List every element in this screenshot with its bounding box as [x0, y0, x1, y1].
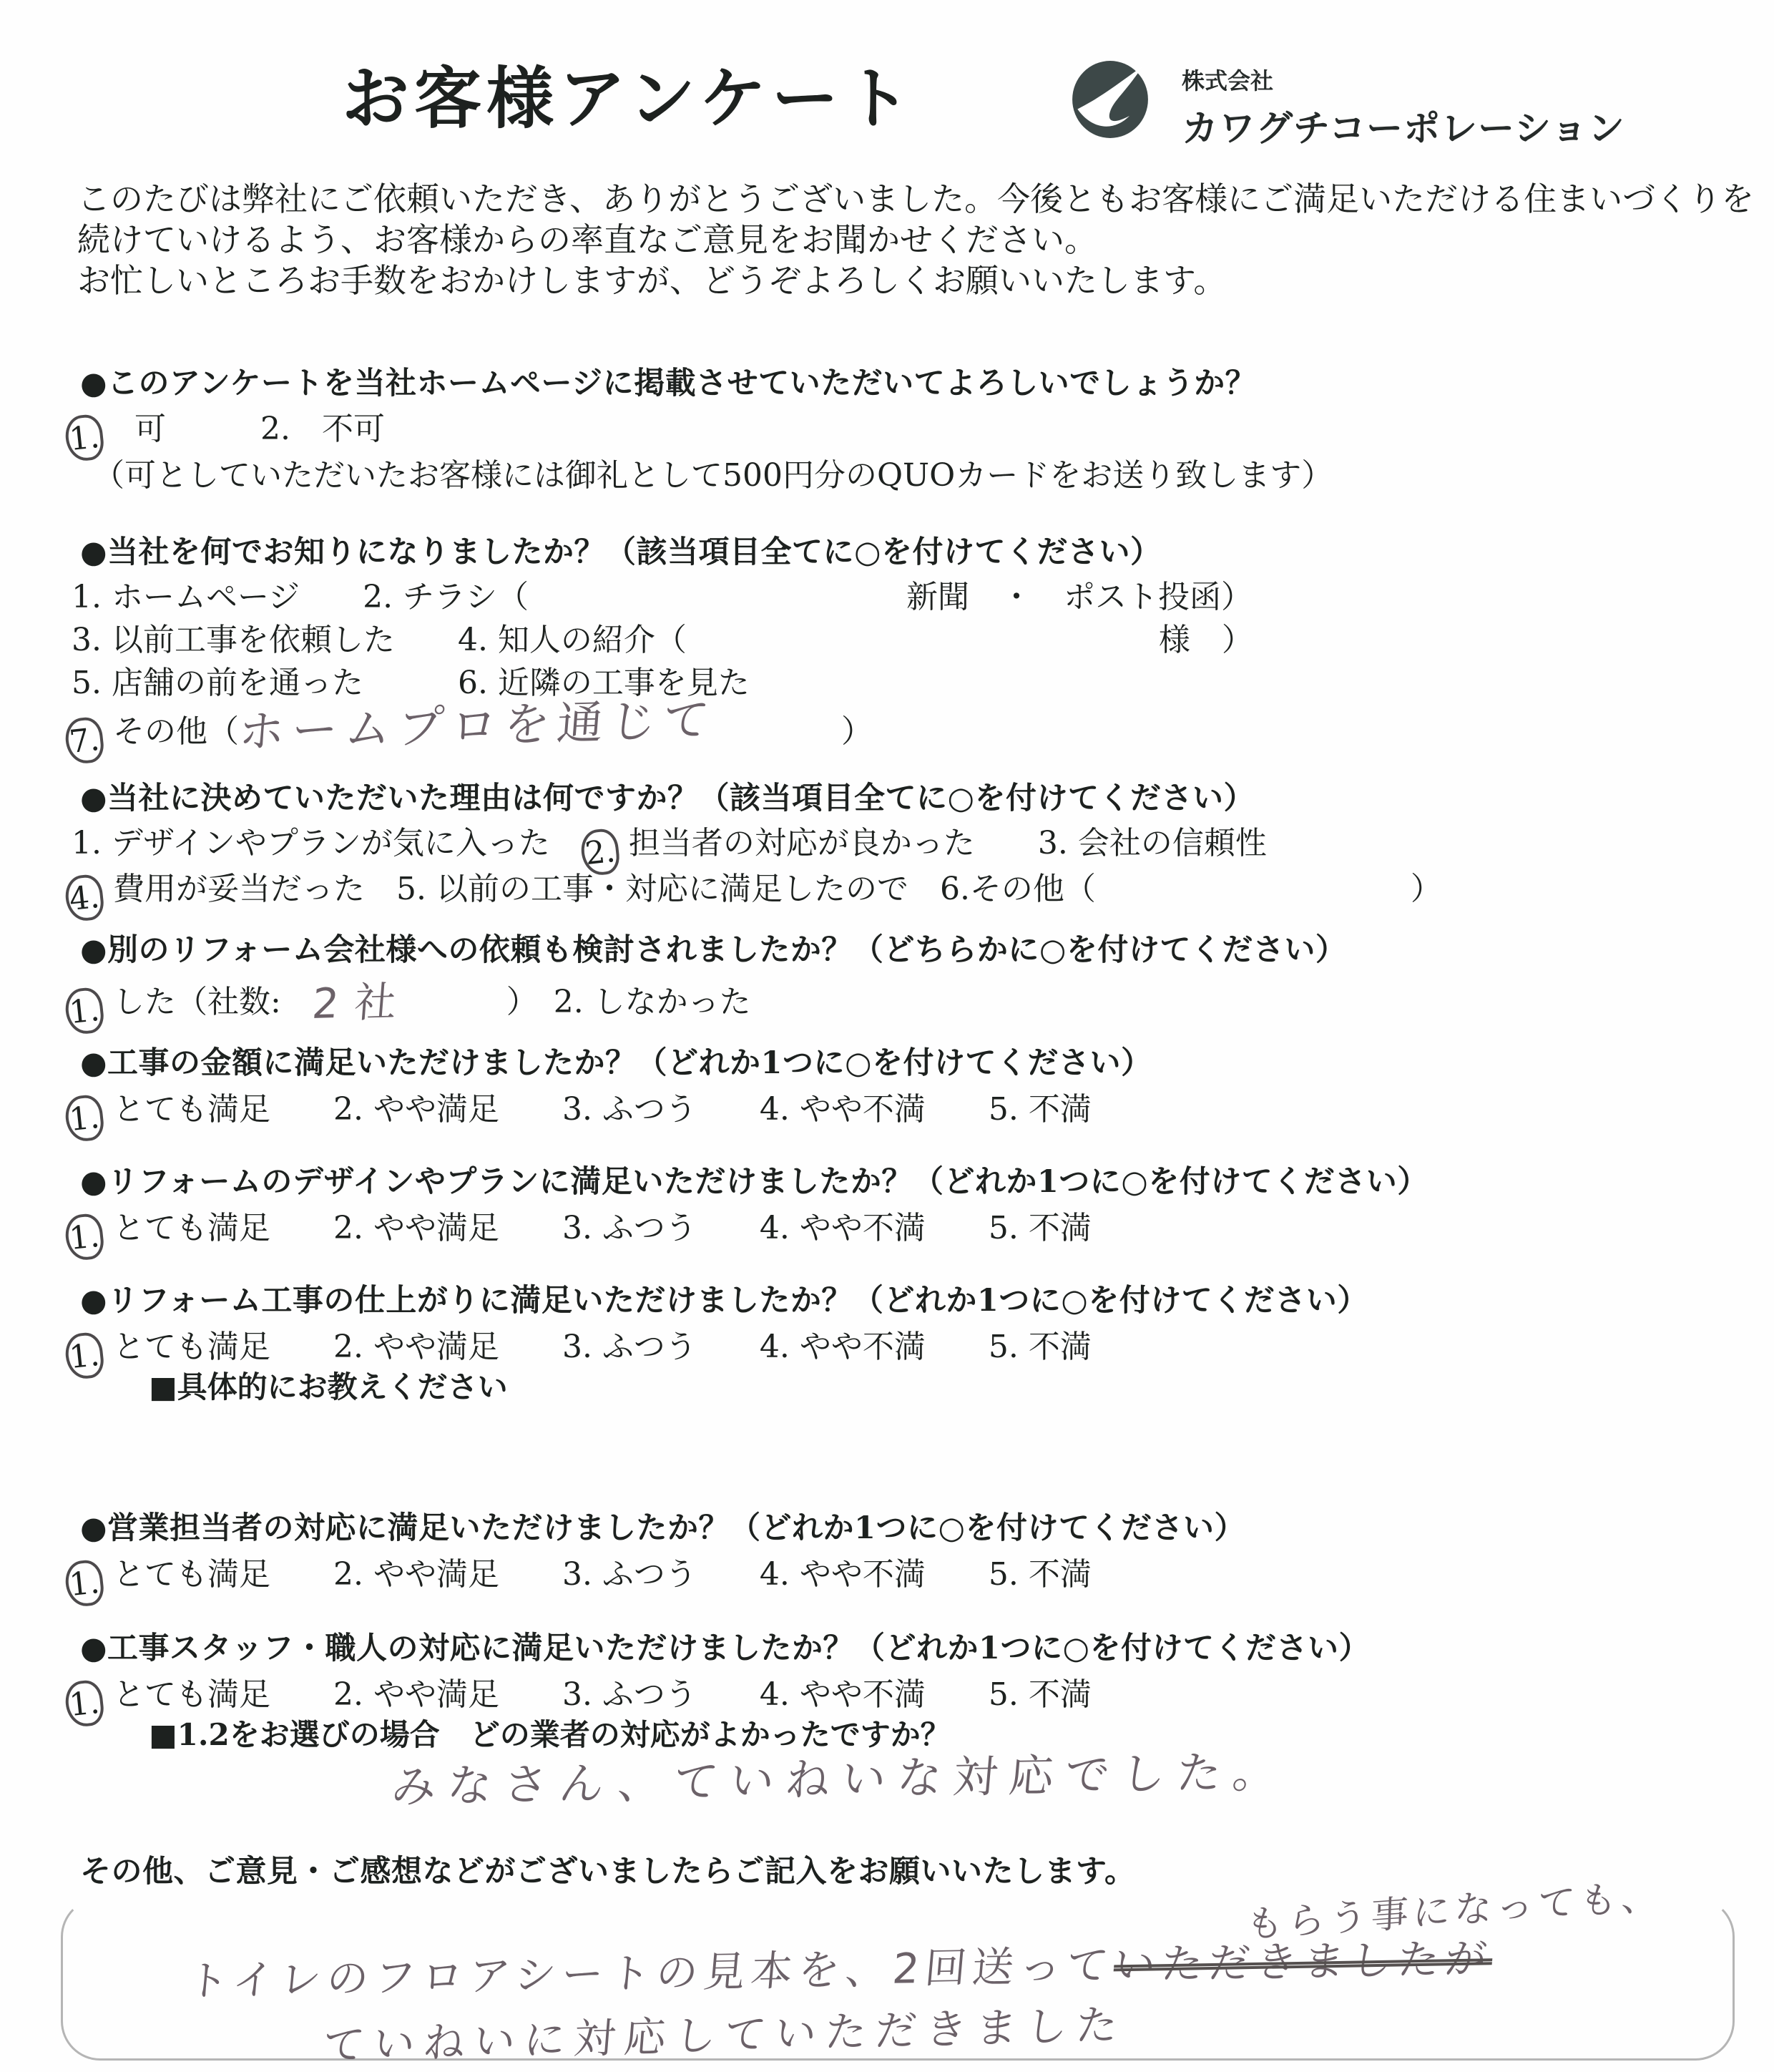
handwritten-struck-text: いただきましたが: [1112, 1934, 1495, 1990]
q-source-line4: [66, 695, 873, 763]
option-text: 1. デザインやプランが気に入った: [72, 825, 582, 861]
option-text: とても満足 2. やや満足 3. ふつう 4. やや不満 5. 不満: [103, 1329, 1092, 1365]
option-text: 可 2. 不可: [103, 411, 385, 447]
handwritten-insertion: もらう事になっても、: [1245, 1875, 1664, 1947]
q-reason-header: ●当社に決めていただいた理由は何ですか？（該当項目全てに○を付けてください）: [80, 781, 1255, 816]
option-text: 費用が妥当だった 5. 以前の工事・対応に満足したので 6.その他（ ）: [103, 871, 1442, 907]
q-design-options: [66, 1202, 1092, 1260]
option-number: 1.: [67, 1216, 102, 1257]
option-number: 7.: [67, 720, 102, 761]
option-number: 2.: [583, 831, 617, 872]
handwritten-circle-answer: [64, 1212, 105, 1261]
option-text: ） 2. しなかった: [411, 984, 751, 1020]
q-reason-line2: [66, 863, 1442, 921]
option-number: 1.: [67, 990, 102, 1031]
handwritten-source-other: ホームプロを通じて: [236, 693, 719, 759]
intro-line-3: お忙しいところお手数をおかけしますが、どうぞよろしくお願いいたします。: [77, 261, 1227, 300]
q-source-line2: 3. 以前工事を依頼した 4. 知人の紹介（ 様 ）: [72, 622, 1253, 658]
page-title: お客様アンケート: [342, 59, 916, 138]
company-prefix: 株式会社: [1182, 67, 1274, 94]
q-publish-note: （可としていただいたお客様には御礼として500円分のQUOカードをお送り致します）: [93, 457, 1333, 494]
company-logo: [1072, 60, 1149, 142]
handwritten-circle-answer: [64, 873, 105, 922]
swoosh-logo-icon: [1072, 60, 1149, 139]
q-compare-header: ●別のリフォーム会社様への依頼も検討されましたか？（どちらかに○を付けてください）: [80, 932, 1347, 968]
q-source-line3: 5. 店舗の前を通った 6. 近隣の工事を見た: [72, 665, 750, 701]
option-text: とても満足 2. やや満足 3. ふつう 4. やや不満 5. 不満: [103, 1091, 1092, 1128]
option-number: 1.: [67, 1683, 102, 1724]
option-text: 担当者の対応が良かった 3. 会社の信頼性: [618, 825, 1267, 861]
company-name: カワグチコーポレーション: [1182, 108, 1625, 150]
handwritten-circle-answer: [64, 1678, 105, 1728]
option-text: とても満足 2. やや満足 3. ふつう 4. やや不満 5. 不満: [103, 1210, 1092, 1246]
option-text: その他（: [103, 713, 239, 750]
q-price-options: [66, 1083, 1092, 1141]
handwritten-circle-answer: [64, 1331, 105, 1380]
company-name-block: [1182, 63, 1625, 152]
closing-request: その他、ご意見・ご感想などがございましたらご記入をお願いいたします。: [80, 1854, 1136, 1890]
handwritten-circle-answer: [64, 986, 105, 1035]
q-source-header: ●当社を何でお知りになりましたか？（該当項目全てに○を付けてください）: [80, 534, 1162, 570]
q-staff-subquestion: ■1.2をお選びの場合 どの業者の対応がよかったですか？: [149, 1717, 951, 1752]
handwritten-circle-answer: [64, 1093, 105, 1143]
q-staff-header: ●工事スタッフ・職人の対応に満足いただけましたか？（どれか1つに○を付けてください）: [80, 1631, 1370, 1666]
handwritten-circle-answer: [64, 715, 105, 765]
handwritten-circle-answer: [64, 1558, 105, 1608]
handwritten-company-count: 2社: [310, 977, 414, 1028]
option-number: 1.: [67, 1335, 102, 1376]
intro-line-2: 続けていけるよう、お客様からの率直なご意見をお聞かせください。: [77, 220, 1097, 259]
option-text: とても満足 2. やや満足 3. ふつう 4. やや不満 5. 不満: [103, 1556, 1092, 1593]
q-compare-line: [66, 970, 751, 1034]
option-text: した（社数:: [103, 984, 313, 1020]
handwritten-comment-line2: ていねいに対応していただきました: [320, 2000, 1129, 2070]
q-publish-header: ●このアンケートを当社ホームページに掲載させていただいてよろしいでしょうか？: [80, 366, 1257, 401]
q-price-header: ●工事の金額に満足いただけましたか？（どれか1つに○を付けてください）: [80, 1045, 1152, 1081]
q-sales-options: [66, 1548, 1092, 1606]
q-finish-subquestion: ■具体的にお教えください: [149, 1369, 508, 1404]
option-text: とても満足 2. やや満足 3. ふつう 4. やや不満 5. 不満: [103, 1676, 1092, 1713]
option-number: 1.: [67, 1098, 102, 1138]
q-design-header: ●リフォームのデザインやプランに満足いただけましたか？（どれか1つに○を付けてください）: [80, 1164, 1428, 1200]
option-text: ）: [715, 713, 873, 750]
q-source-line1: 1. ホームページ 2. チラシ（ 新聞 ・ ポスト投函）: [72, 579, 1253, 615]
handwritten-staff-answer: みなさん、ていねいな対応でした。: [389, 1745, 1291, 1813]
option-number: 1.: [67, 1563, 102, 1603]
handwritten-text: トイレのフロアシートの見本を、2回送って: [185, 1940, 1117, 2005]
q-sales-header: ●営業担当者の対応に満足いただけましたか？（どれか1つに○を付けてください）: [80, 1510, 1245, 1546]
option-number: 4.: [67, 877, 102, 918]
q-finish-header: ●リフォーム工事の仕上がりに満足いただけましたか？（どれか1つに○を付けてください）: [80, 1283, 1368, 1319]
option-number: 1.: [67, 417, 102, 458]
intro-paragraph: [77, 179, 1754, 301]
intro-line-1: このたびは弊社にご依頼いただき、ありがとうございました。今後ともお客様にご満足いただける住まいづくりを: [77, 180, 1755, 218]
